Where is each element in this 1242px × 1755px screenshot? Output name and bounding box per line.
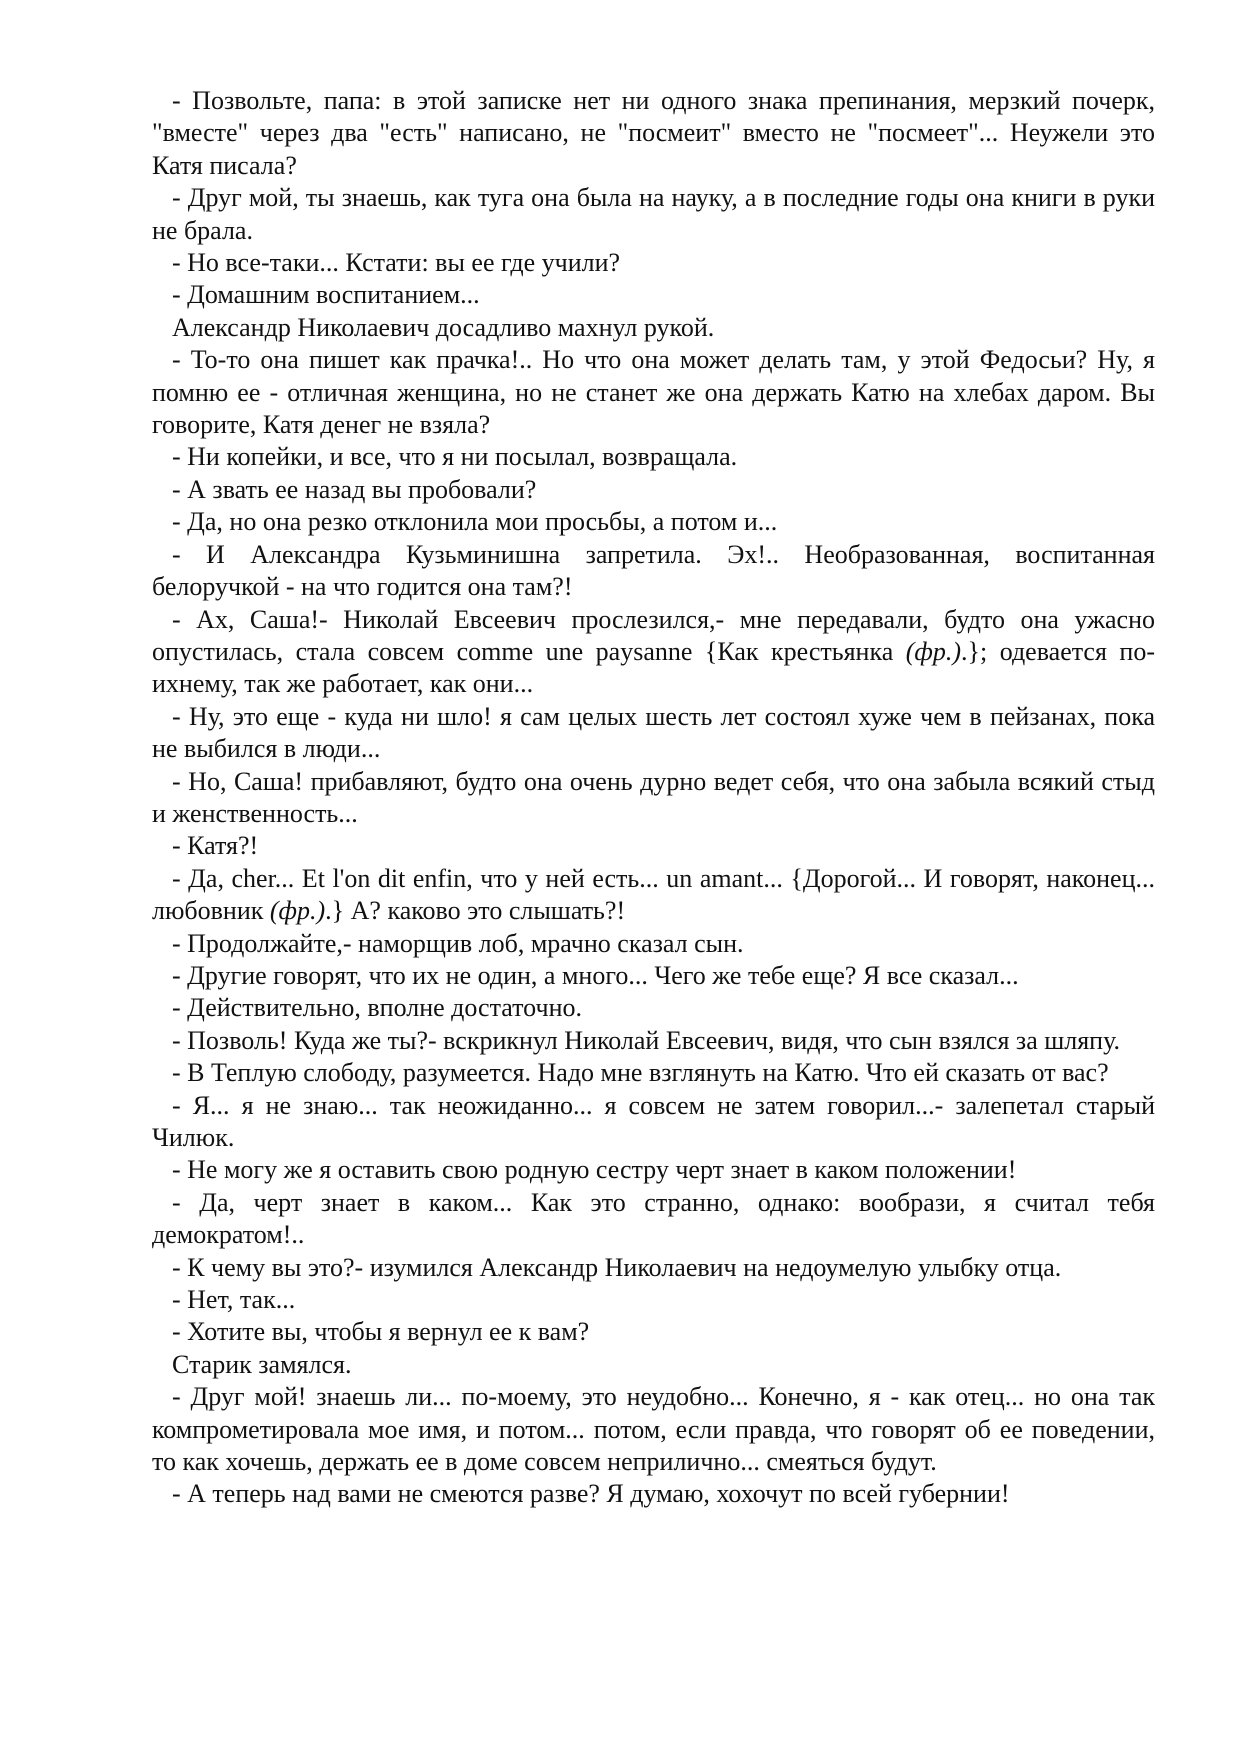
paragraph: - Позволь! Куда же ты?- вскрикнул Николай Евсеевич, видя, что сын взялся за шляпу. [172, 1025, 1120, 1055]
paragraph: - Хотите вы, чтобы я вернул ее к вам? [172, 1317, 590, 1347]
paragraph: - Ах, Саша!- Николай Евсеевич прослезился,- мне передавали, будто она ужасно опустилась, стала совсем comme une paysanne {Как крестьянка (фр.).}; одевается по-ихнему, так же работает, как они... [152, 604, 1155, 699]
paragraph: - К чему вы это?- изумился Александр Николаевич на недоумелую улыбку отца. [172, 1252, 1062, 1282]
paragraph: - Другие говорят, что их не один, а много... Чего же тебе еще? Я все сказал... [172, 960, 1019, 990]
language-note: (фр.) [905, 636, 962, 666]
paragraph: Александр Николаевич досадливо махнул рукой. [172, 312, 715, 342]
paragraph: - Действительно, вполне достаточно. [172, 993, 582, 1023]
paragraph: - Да, но она резко отклонила мои просьбы, а потом и... [172, 507, 778, 537]
language-note: (фр.) [269, 896, 326, 926]
paragraph: - Ни копейки, и все, что я ни посылал, возвращала. [172, 442, 738, 472]
paragraph: - А звать ее назад вы пробовали? [172, 474, 537, 504]
paragraph: - Ну, это еще - куда ни шло! я сам целых шесть лет состоял хуже чем в пейзанах, пока не выбился в люди... [152, 701, 1155, 764]
paragraph: - Но, Саша! прибавляют, будто она очень дурно ведет себя, что она забыла всякий стыд и женственность... [152, 766, 1155, 828]
paragraph: - Но все-таки... Кстати: вы ее где учили? [172, 248, 621, 278]
document-page [152, 85, 1155, 1511]
paragraph: - Да, черт знает в каком... Как это странно, однако: вообрази, я считал тебя демократом!.. [152, 1187, 1155, 1250]
paragraph: - То-то она пишет как прачка!.. Но что она может делать там, у этой Федосьи? Ну, я помню ее - отличная женщина, но не станет же она держать Катю на хлебах даром. Вы говорите, Катя денег не взяла? [152, 345, 1155, 440]
paragraph: - Катя?! [172, 831, 259, 861]
paragraph: - Позвольте, папа: в этой записке нет ни одного знака препинания, мерзкий почерк, "вместе" через два "есть" написано, не "посмеит" вместо не "посмеет"... Неужели это Катя писала? [152, 86, 1155, 180]
paragraph: - Друг мой! знаешь ли... по-моему, это неудобно... Конечно, я - как отец... но она так компрометировала мое имя, и потом... потом, если правда, что говорят об ее поведении, то как хочешь, держать ее в доме совсем неприлично... смеяться будут. [152, 1382, 1155, 1477]
paragraph: - Продолжайте,- наморщив лоб, мрачно сказал сын. [172, 928, 744, 958]
paragraph: - Да, cher... Et l'on dit enfin, что у ней есть... un amant... {Дорогой... И говорят, наконец... любовник (фр.).} А? каково это слышать?! [152, 863, 1155, 926]
paragraph: - Нет, так... [172, 1285, 296, 1315]
paragraph: - Друг мой, ты знаешь, как туга она была на науку, а в последние годы она книги в руки не брала. [152, 183, 1155, 245]
paragraph: - Не могу же я оставить свою родную сестру черт знает в каком положении! [172, 1155, 1017, 1185]
paragraph: - В Теплую слободу, разумеется. Надо мне взглянуть на Катю. Что ей сказать от вас? [172, 1058, 1109, 1088]
paragraph: - Я... я не знаю... так неожиданно... я совсем не затем говорил...- залепетал старый Чилюк. [152, 1090, 1155, 1152]
paragraph: - Домашним воспитанием... [172, 280, 480, 310]
paragraph: Старик замялся. [172, 1349, 352, 1379]
paragraph: - А теперь над вами не смеются разве? Я думаю, хохочут по всей губернии! [172, 1479, 1010, 1509]
paragraph: - И Александра Кузьминишна запретила. Эх!.. Необразованная, воспитанная белоручкой - на что годится она там?! [152, 539, 1155, 602]
